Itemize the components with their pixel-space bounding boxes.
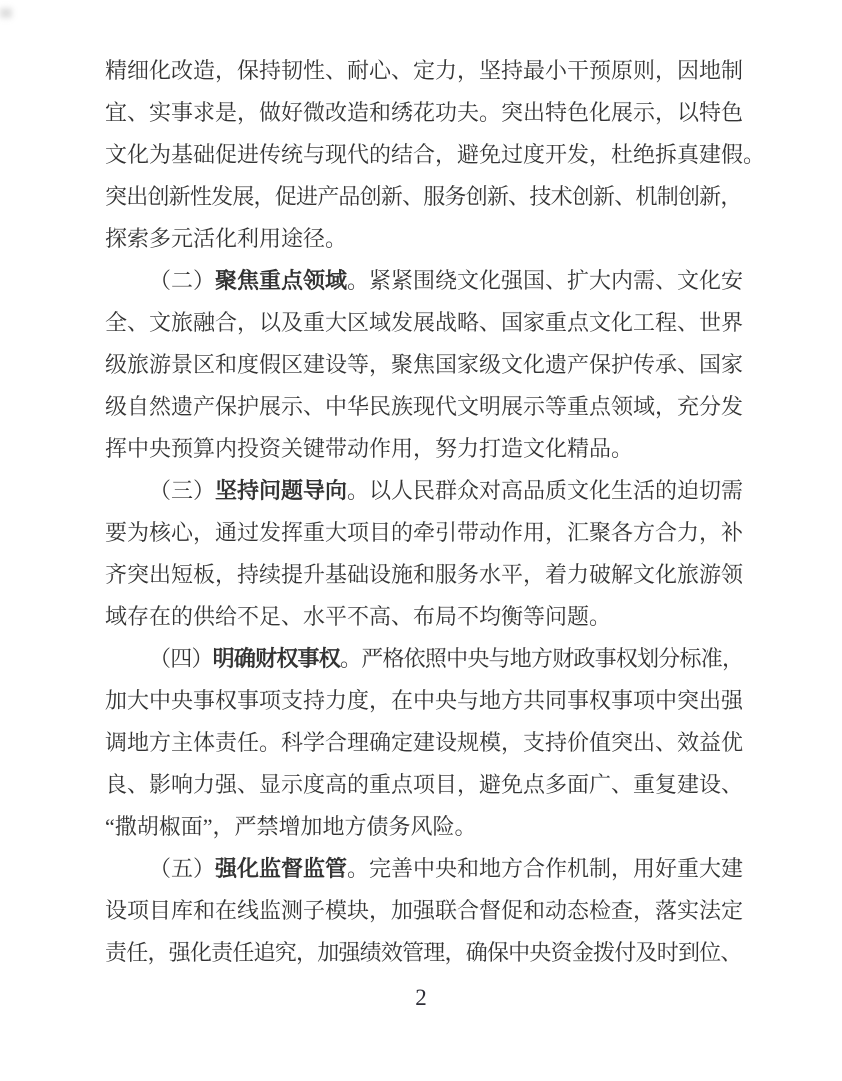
- text-line: [105, 554, 745, 596]
- text-line: [105, 92, 745, 134]
- text-segment: （四）: [149, 646, 213, 671]
- text-segment: 调地方主体责任。科学合理确定建设规模，支持价值突出、效益优: [105, 730, 744, 755]
- text-segment: 文化为基础促进传统与现代的结合，避免过度开发，杜绝拆真建假。: [105, 142, 766, 167]
- text-segment: （五）: [149, 856, 216, 881]
- text-segment: 级自然遗产保护展示、中华民族现代文明展示等重点领域，充分发: [105, 394, 744, 419]
- text-line: [105, 176, 745, 218]
- text-segment: 域存在的供给不足、水平不高、布局不均衡等问题。: [105, 604, 612, 629]
- text-segment: 设项目库和在线监测子模块，加强联合督促和动态检查，落实法定: [105, 898, 744, 923]
- text-segment: 要为核心，通过发挥重大项目的牵引带动作用，汇聚各方合力，补: [105, 520, 744, 545]
- text-line: [105, 932, 745, 974]
- text-line: [105, 260, 745, 302]
- text-line: [105, 848, 745, 890]
- heading-emphasis: 坚持问题导向: [215, 478, 348, 503]
- text-line: [105, 302, 745, 344]
- text-segment: 精细化改造，保持韧性、耐心、定力，坚持最小干预原则，因地制: [105, 58, 744, 83]
- text-line: [105, 680, 745, 722]
- text-line: [105, 638, 745, 680]
- text-segment: （三）: [149, 478, 216, 503]
- text-line: [105, 512, 745, 554]
- text-line: [105, 764, 745, 806]
- text-segment: 。以人民群众对高品质文化生活的迫切需: [347, 478, 744, 503]
- heading-emphasis: 强化监督监管: [215, 856, 348, 881]
- text-segment: 加大中央事权事项支持力度，在中央与地方共同事权事项中突出强: [105, 688, 744, 713]
- text-segment: 。紧紧围绕文化强国、扩大内需、文化安: [347, 268, 744, 293]
- text-segment: 级旅游景区和度假区建设等，聚焦国家级文化遗产保护传承、国家: [105, 352, 744, 377]
- text-line: [105, 428, 745, 470]
- heading-emphasis: 明确财权事权: [212, 646, 340, 671]
- text-line: [105, 596, 745, 638]
- text-segment: （二）: [149, 268, 216, 293]
- text-segment: 。完善中央和地方合作机制，用好重大建: [347, 856, 744, 881]
- document-body: [105, 50, 766, 974]
- page-number: 2: [415, 985, 427, 1010]
- text-segment: 突出创新性发展，促进产品创新、服务创新、技术创新、机制创新，: [105, 184, 742, 209]
- text-line: [105, 218, 745, 260]
- text-line: [105, 386, 745, 428]
- text-line: [105, 50, 745, 92]
- text-segment: 宜、实事求是，做好微改造和绣花功夫。突出特色化展示，以特色: [105, 100, 744, 125]
- scan-artifact: [0, 8, 12, 18]
- text-line: [105, 344, 745, 386]
- text-segment: 全、文旅融合，以及重大区域发展战略、国家重点文化工程、世界: [105, 310, 744, 335]
- text-segment: 齐突出短板，持续提升基础设施和服务水平，着力破解文化旅游领: [105, 562, 744, 587]
- text-line: [105, 134, 766, 176]
- text-segment: 良、影响力强、显示度高的重点项目，避免点多面广、重复建设、: [105, 772, 744, 797]
- text-segment: 责任，强化责任追究，加强绩效管理，确保中央资金拨付及时到位、: [105, 940, 742, 965]
- text-segment: “撒胡椒面”，严禁增加地方债务风险。: [105, 814, 477, 839]
- text-line: [105, 722, 745, 764]
- text-line: [105, 806, 745, 848]
- text-segment: 。严格依照中央与地方财政事权划分标准，: [340, 646, 744, 671]
- text-segment: 挥中央预算内投资关键带动作用，努力打造文化精品。: [105, 436, 634, 461]
- heading-emphasis: 聚焦重点领域: [215, 268, 348, 293]
- text-line: [105, 890, 745, 932]
- text-line: [105, 470, 745, 512]
- text-segment: 探索多元活化利用途径。: [105, 226, 348, 251]
